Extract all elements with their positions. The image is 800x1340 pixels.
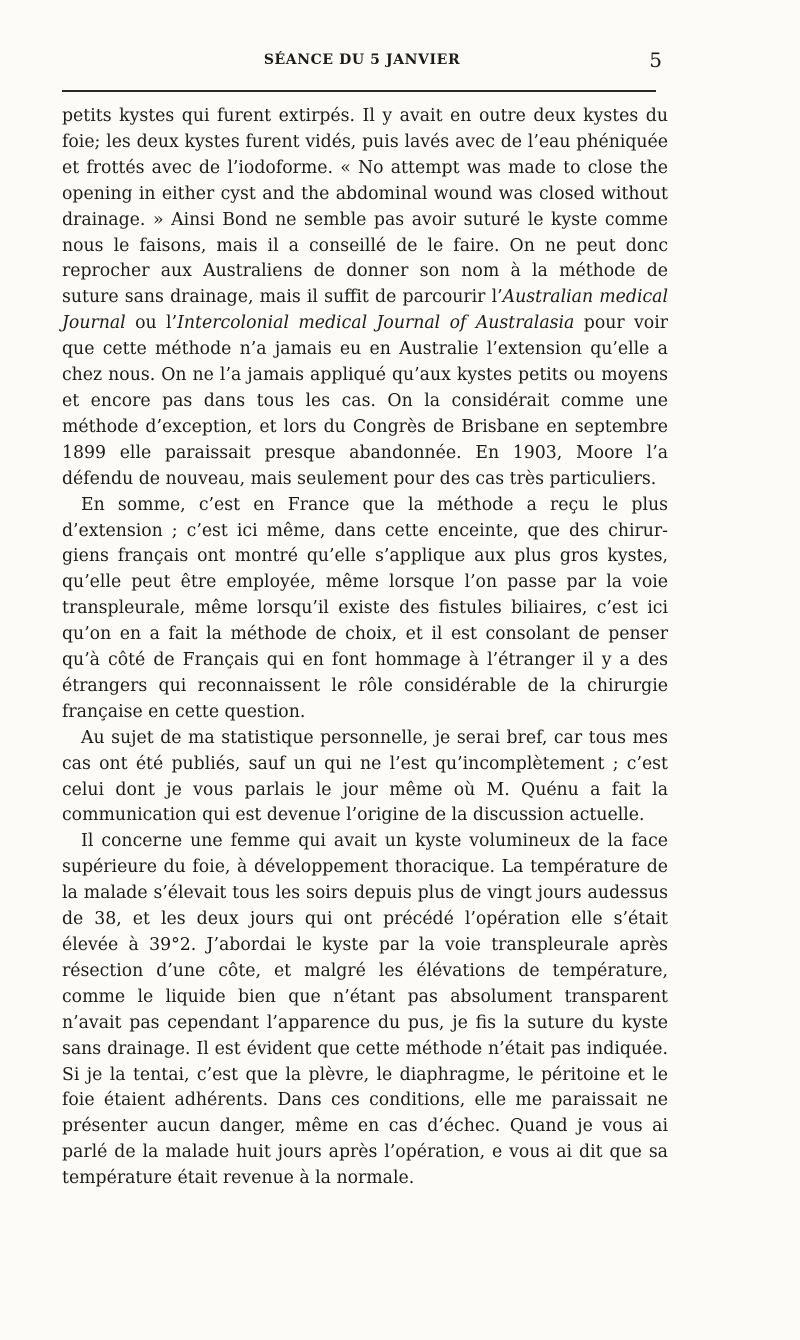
paragraph-3 [62, 726, 668, 830]
journal-title-intercolonial: Intercolonial medical Journal of Australasia [177, 313, 575, 334]
running-title: SÉANCE DU 5 JANVIER [263, 52, 461, 68]
header-rule [62, 90, 656, 92]
body-text [62, 104, 668, 1192]
running-head [62, 48, 662, 74]
text-run: ou l’ [125, 313, 178, 334]
text-run: pour voir que cette méthode n’a jamais eu en Australie l’extension qu’elle a chez nous. On ne l’a jamais appliqué qu’aux kystes petits ou moyens et encore pas dans tous les cas. On la considérait comme une méthode d’exception, et lors du Congrès de Brisbane en septembre 1899 elle paraissait presque abandonnée. En 1903, Moore l’a défendu de nouveau, mais seulement pour des cas très particuliers. [62, 313, 668, 489]
journal-title-australian: Australian medical Journal [62, 287, 668, 334]
paragraph-4 [62, 829, 668, 1192]
text-run: Au sujet de ma statistique personnelle, je serai bref, car tous mes cas ont été publiés, sauf un qui ne l’est qu’incomplètement ; c’est celui dont je vous parlais le jour même où M. Quénu a fait la communication qui est devenue l’origine de la discussion actuelle. [62, 727, 668, 826]
paragraph-1 [62, 104, 668, 493]
book-page [62, 0, 668, 1340]
text-run: Il concerne une femme qui avait un kyste volumineux de la face supérieure du foie, à développement thoracique. La température de la malade s’élevait tous les soirs depuis plus de vingt jours audessus de 38, et les deux jours qui ont précédé l’opération elle s’était élevée à 39°2. J’abordai le kyste par la voie transpleurale après résection d’une côte, et malgré les élévations de température, comme le liquide bien que n’étant pas absolument transparent n’avait pas cependant l’apparence du pus, je fis la suture du kyste sans drainage. Il est évident que cette méthode n’était pas indiquée. Si je la tentai, c’est que la plèvre, le diaphragme, le péritoine et le foie étaient adhérents. Dans ces conditions, elle me paraissait ne présenter aucun danger, même en cas d’échec. Quand je vous ai parlé de la malade huit jours après l’opération, e vous ai dit que sa température était revenue à la normale. [62, 831, 668, 1189]
page-number: 5 [649, 48, 662, 72]
text-run: En somme, c’est en France que la méthode a reçu le plus d’extension ; c’est ici même, dans cette enceinte, que des chirurgiens français ont montré qu’elle s’applique aux plus gros kystes, qu’elle peut être employée, même lorsque l’on passe par la voie transpleurale, même lorsqu’il existe des fistules biliaires, c’est ici qu’on en a fait la méthode de choix, et il est consolant de penser qu’à côté de Français qui en font hommage à l’étranger il y a des étrangers qui reconnaissent le rôle considérable de la chirurgie française en cette question. [62, 494, 668, 722]
paragraph-2 [62, 493, 668, 726]
text-run: petits kystes qui furent extirpés. Il y avait en outre deux kystes du foie; les deux kystes furent vidés, puis lavés avec de l’eau phéniquée et frottés avec de l’iodoforme. « No attempt was made to close the opening in either cyst and the abdominal wound was closed without drainage. » Ainsi Bond ne semble pas avoir suturé le kyste comme nous le faisons, mais il a conseillé de le faire. On ne peut donc reprocher aux Australiens de donner son nom à la méthode de suture sans drainage, mais il suffit de parcourir l’ [62, 106, 668, 308]
